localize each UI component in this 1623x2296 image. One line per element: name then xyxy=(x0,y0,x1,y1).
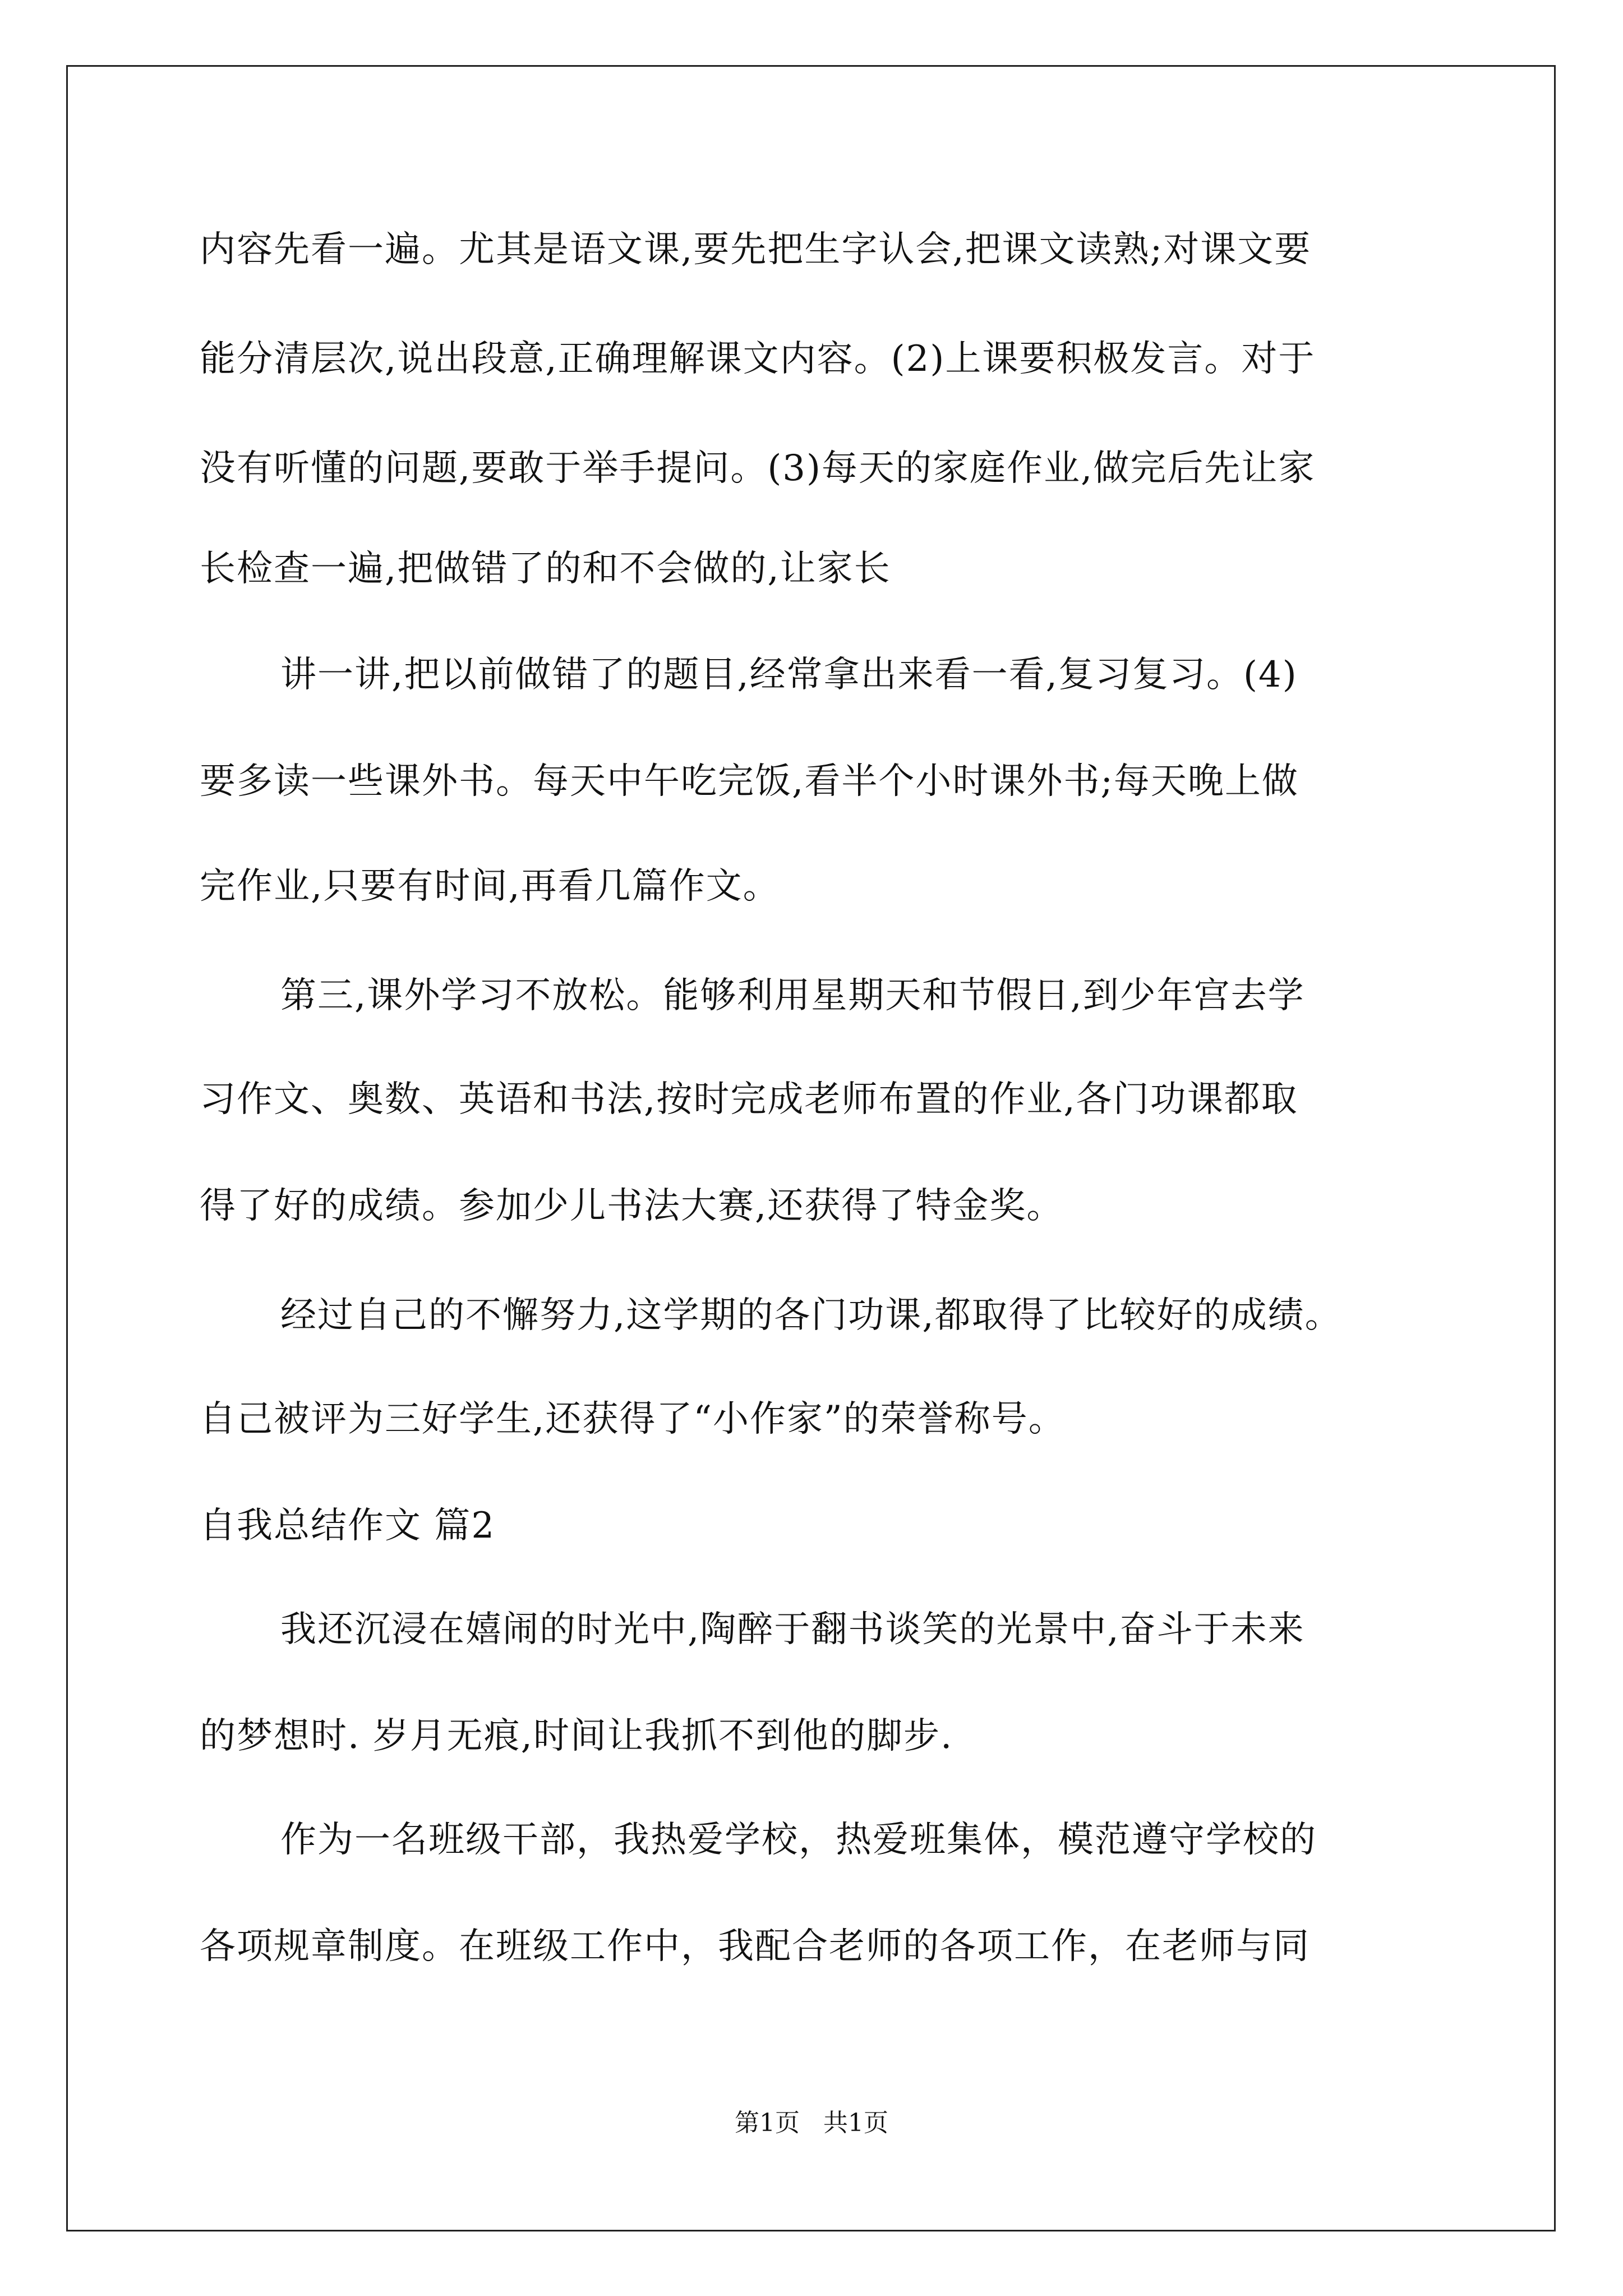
paragraph-start-line: 经过自己的不懈努力,这学期的各门功课,都取得了比较好的成绩。 xyxy=(280,1295,1342,1336)
paragraph-start-line: 我还沉浸在嬉闹的时光中,陶醉于翻书谈笑的光景中,奋斗于未来 xyxy=(280,1609,1305,1650)
page-border xyxy=(66,65,1556,2231)
text-line: 习作文、奥数、英语和书法,按时完成老师布置的作业,各门功课都取 xyxy=(200,1079,1298,1120)
text-line: 各项规章制度。在班级工作中，我配合老师的各项工作，在老师与同 xyxy=(200,1926,1310,1967)
text-line: 得了好的成绩。参加少儿书法大赛,还获得了特金奖。 xyxy=(200,1185,1064,1227)
paragraph-start-line: 作为一名班级干部，我热爱学校，热爱班集体，模范遵守学校的 xyxy=(280,1819,1317,1861)
text-line: 内容先看一遍。尤其是语文课,要先把生字认会,把课文读熟;对课文要 xyxy=(200,229,1312,270)
text-line: 要多读一些课外书。每天中午吃完饭,看半个小时课外书;每天晚上做 xyxy=(200,761,1299,802)
section-heading: 自我总结作文 篇2 xyxy=(200,1505,496,1547)
page-number-footer: 第1页 共1页 xyxy=(735,2109,888,2137)
text-line: 的梦想时. 岁月无痕,时间让我抓不到他的脚步. xyxy=(200,1715,953,1757)
text-line: 自己被评为三好学生,还获得了“小作家”的荣誉称号。 xyxy=(200,1398,1066,1440)
text-line: 能分清层次,说出段意,正确理解课文内容。(2)上课要积极发言。对于 xyxy=(200,338,1316,380)
text-line: 长检查一遍,把做错了的和不会做的,让家长 xyxy=(200,548,891,590)
paragraph-start-line: 讲一讲,把以前做错了的题目,经常拿出来看一看,复习复习。(4) xyxy=(280,654,1298,696)
paragraph-start-line: 第三,课外学习不放松。能够利用星期天和节假日,到少年宫去学 xyxy=(280,975,1305,1016)
text-line: 没有听懂的问题,要敢于举手提问。(3)每天的家庭作业,做完后先让家 xyxy=(200,448,1316,489)
text-line: 完作业,只要有时间,再看几篇作文。 xyxy=(200,866,780,907)
